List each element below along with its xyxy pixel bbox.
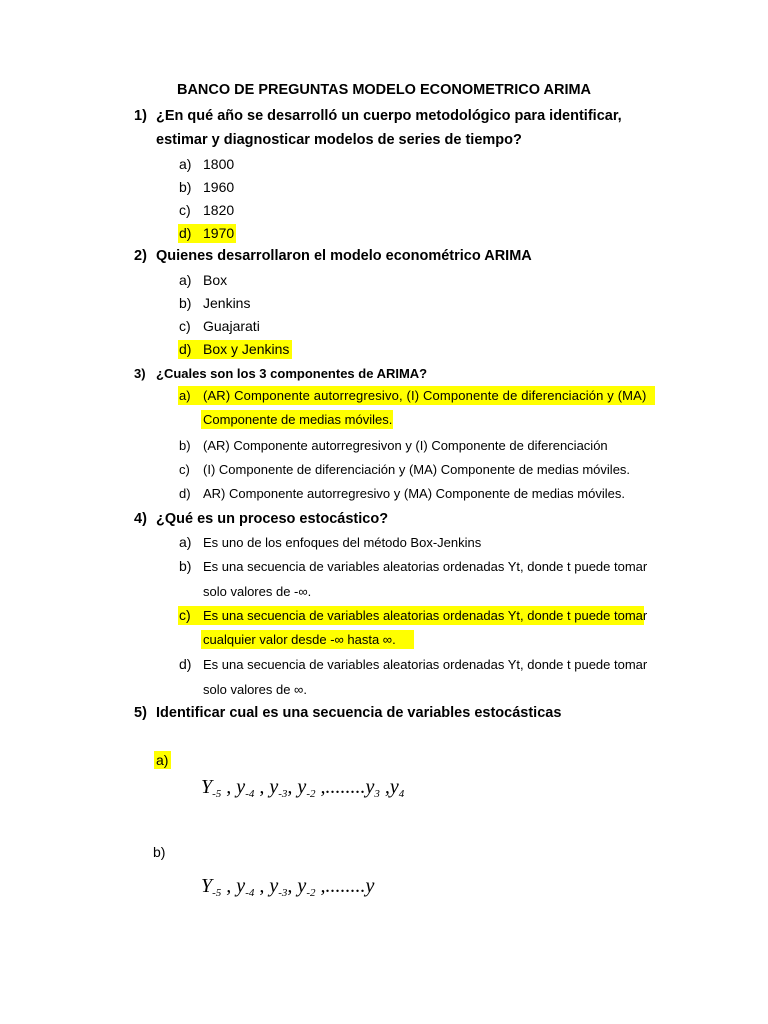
q3-option-b: (AR) Componente autorregresivon y (I) Componente de diferenciación	[203, 438, 608, 453]
q5-number: 5)	[134, 705, 147, 721]
q1-option-a: 1800	[203, 156, 235, 172]
q3-text: ¿Cuales son los 3 componentes de ARIMA?	[156, 366, 428, 381]
q2-text: Quienes desarrollaron el modelo econométrico ARIMA	[156, 248, 532, 264]
q3-option-a-line2: Componente de medias móviles.	[203, 412, 393, 427]
q2-option-b-letter: b)	[179, 295, 192, 311]
q1-text-line2: estimar y diagnosticar modelos de series de tiempo?	[156, 132, 522, 148]
q3-option-a-letter: a)	[179, 388, 191, 403]
q4-option-d-line1: Es una secuencia de variables aleatorias ordenadas Yt, donde t puede tomar	[203, 657, 648, 672]
q5-option-b-letter: b)	[153, 844, 166, 860]
q4-option-b-line1: Es una secuencia de variables aleatorias ordenadas Yt, donde t puede tomar	[203, 559, 648, 574]
q2-option-d: Box y Jenkins	[203, 341, 290, 357]
q1-option-c: 1820	[203, 202, 235, 218]
q3-option-c: (I) Componente de diferenciación y (MA) Componente de medias móviles.	[203, 462, 631, 477]
q3-option-d-letter: d)	[179, 486, 191, 501]
q3-option-d: AR) Componente autorregresivo y (MA) Componente de medias móviles.	[203, 486, 625, 501]
q2-option-a-letter: a)	[179, 272, 192, 288]
q4-option-d-line2: solo valores de ∞.	[203, 682, 307, 697]
q5-text: Identificar cual es una secuencia de variables estocásticas	[156, 705, 562, 721]
q1-option-a-letter: a)	[179, 156, 192, 172]
q4-option-d-letter: d)	[179, 656, 192, 672]
q4-option-c-letter: c)	[179, 607, 191, 623]
q3-option-a-line1: (AR) Componente autorregresivo, (I) Componente de diferenciación y (MA)	[203, 388, 647, 403]
q4-option-c-line1: Es una secuencia de variables aleatorias ordenadas Yt, donde t puede tomar	[203, 608, 648, 623]
q4-text: ¿Qué es un proceso estocástico?	[156, 511, 389, 527]
q1-option-b: 1960	[203, 179, 235, 195]
q2-option-b: Jenkins	[203, 295, 251, 311]
q4-number: 4)	[134, 511, 147, 527]
q1-number: 1)	[134, 108, 147, 124]
q3-number: 3)	[134, 366, 146, 381]
q1-option-d-letter: d)	[179, 225, 192, 241]
document-title: BANCO DE PREGUNTAS MODELO ECONOMETRICO ARIMA	[176, 82, 592, 98]
q5-option-a-letter: a)	[156, 752, 169, 768]
q4-option-b-line2: solo valores de -∞.	[203, 584, 312, 599]
q1-option-c-letter: c)	[179, 202, 191, 218]
q1-option-b-letter: b)	[179, 179, 192, 195]
q2-option-c-letter: c)	[179, 318, 191, 334]
q5-option-b-sequence: $Y_{-5}$ , $y_{-4}$ , $y_{-3}$, $y_{-2}$ ,........y	[201, 875, 375, 899]
q3-option-b-letter: b)	[179, 438, 191, 453]
q5-option-a-sequence: $Y_{-5}$ , $y_{-4}$ , $y_{-3}$, $y_{-2}$ $,........y_3$ $,y_4$	[201, 776, 405, 800]
q2-number: 2)	[134, 248, 147, 264]
q1-text-line1: ¿En qué año se desarrolló un cuerpo metodológico para identificar,	[156, 108, 622, 124]
q4-option-b-letter: b)	[179, 558, 192, 574]
q2-option-a: Box	[203, 272, 228, 288]
q1-option-d: 1970	[203, 225, 235, 241]
q4-option-a: Es uno de los enfoques del método Box-Jenkins	[203, 535, 482, 550]
q2-option-d-letter: d)	[179, 341, 192, 357]
q2-option-c: Guajarati	[203, 318, 260, 334]
q4-option-c-line2: cualquier valor desde -∞ hasta ∞.	[203, 632, 396, 647]
q4-option-a-letter: a)	[179, 534, 192, 550]
q3-option-c-letter: c)	[179, 462, 190, 477]
